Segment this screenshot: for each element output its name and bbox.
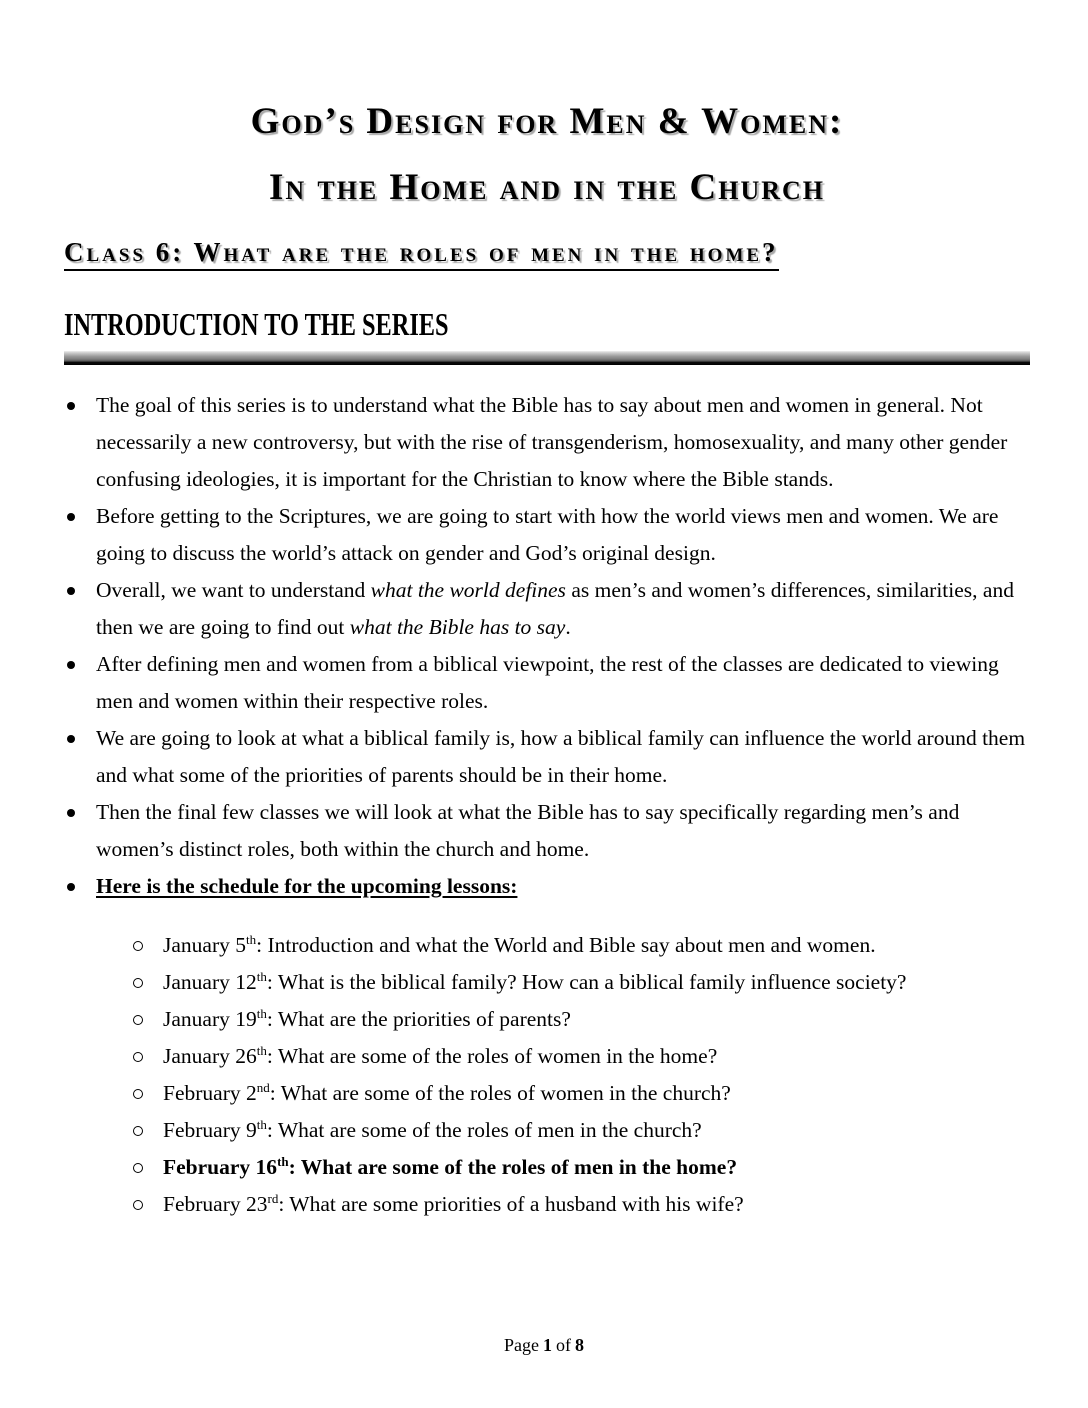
- bullet-dot-icon: [67, 809, 75, 817]
- text-run: The goal of this series is to understand what the Bible has to say about men and women in general. Not necessarily a new controversy, but with the rise of transgenderism, homosexuality, and many other gender confusing ideologies, it is important for the Christian to know where the Bible stands.: [96, 393, 1008, 491]
- schedule-list: [64, 927, 1030, 1223]
- footer-of-label: of: [556, 1335, 571, 1355]
- bullet-dot-icon: [67, 735, 75, 743]
- schedule-date: February 2: [163, 1081, 257, 1105]
- text-run: what the world defines: [370, 578, 566, 602]
- bullet-dot-icon: [67, 402, 75, 410]
- bullet-text: [96, 800, 959, 861]
- text-run: Then the final few classes we will look at what the Bible has to say specifically regarding men’s and women’s distinct roles, both within the church and home.: [96, 800, 960, 861]
- footer-page-label: Page: [504, 1335, 539, 1355]
- bullet-item: [64, 720, 1030, 794]
- bullet-dot-icon: [67, 661, 75, 669]
- bullet-item: [64, 868, 1030, 905]
- text-run: Before getting to the Scriptures, we are going to start with how the world views men and women. We are going to discuss the world’s attack on gender and God’s original design.: [96, 504, 999, 565]
- schedule-topic: : What are some priorities of a husband with his wife?: [278, 1192, 744, 1216]
- schedule-item-text: [163, 1007, 571, 1031]
- ordinal-suffix: th: [256, 1005, 267, 1021]
- schedule-date: February 16: [163, 1155, 278, 1179]
- ordinal-suffix: th: [256, 1116, 267, 1132]
- bullet-dot-icon: [67, 587, 75, 595]
- footer-page-number: 1: [543, 1335, 552, 1355]
- schedule-item-text: [163, 1081, 731, 1105]
- bullet-text: [96, 393, 1007, 491]
- schedule-item-text: [163, 933, 876, 957]
- ordinal-suffix: rd: [267, 1190, 279, 1206]
- bullet-list: [64, 387, 1030, 905]
- schedule-item: [64, 964, 1030, 1001]
- schedule-topic: : What are some of the roles of women in the home?: [266, 1044, 718, 1068]
- bullet-dot-icon: [67, 513, 75, 521]
- ordinal-suffix: th: [246, 931, 257, 947]
- schedule-item: [64, 927, 1030, 964]
- page-footer: [0, 1335, 1088, 1356]
- bullet-item: [64, 572, 1030, 646]
- schedule-item-text: [163, 1192, 744, 1216]
- schedule-item: [64, 1038, 1030, 1075]
- schedule-item: [64, 1149, 1030, 1186]
- schedule-item: [64, 1112, 1030, 1149]
- bullet-text: [96, 726, 1025, 787]
- bullet-item: [64, 794, 1030, 868]
- class-heading-text: Class 6: What are the roles of men in the home?: [64, 236, 779, 271]
- class-heading: [64, 236, 1030, 271]
- schedule-topic: : What are some of the roles of women in the church?: [269, 1081, 731, 1105]
- document-title: [64, 100, 1030, 210]
- schedule-topic: : Introduction and what the World and Bible say about men and women.: [256, 933, 876, 957]
- circle-bullet-icon: [133, 1163, 143, 1173]
- bullet-text: [96, 652, 999, 713]
- schedule-item: [64, 1186, 1030, 1223]
- schedule-item-text: [163, 1155, 737, 1179]
- circle-bullet-icon: [133, 1052, 143, 1062]
- circle-bullet-icon: [133, 1015, 143, 1025]
- schedule-item-text: [163, 1118, 702, 1142]
- schedule-date: February 23: [163, 1192, 268, 1216]
- bullet-item: [64, 646, 1030, 720]
- circle-bullet-icon: [133, 941, 143, 951]
- text-run: After defining men and women from a biblical viewpoint, the rest of the classes are dedicated to viewing men and women within their respective roles.: [96, 652, 999, 713]
- schedule-date: January 5: [163, 933, 246, 957]
- ordinal-suffix: th: [256, 968, 267, 984]
- schedule-topic: : What are some of the roles of men in the church?: [266, 1118, 702, 1142]
- circle-bullet-icon: [133, 978, 143, 988]
- circle-bullet-icon: [133, 1089, 143, 1099]
- text-run: Here is the schedule for the upcoming lessons:: [96, 874, 518, 898]
- schedule-item-text: [163, 1044, 717, 1068]
- circle-bullet-icon: [133, 1126, 143, 1136]
- footer-total-pages: 8: [575, 1335, 584, 1355]
- bullet-item: [64, 498, 1030, 572]
- ordinal-suffix: th: [256, 1042, 267, 1058]
- bullet-dot-icon: [67, 883, 75, 891]
- schedule-topic: : What are some of the roles of men in the home?: [288, 1155, 738, 1179]
- ordinal-suffix: nd: [256, 1079, 270, 1095]
- circle-bullet-icon: [133, 1200, 143, 1210]
- schedule-date: January 19: [163, 1007, 257, 1031]
- title-line-1: God’s Design for Men & Women:: [250, 101, 844, 142]
- bullet-item: [64, 387, 1030, 498]
- section-divider: [64, 351, 1030, 365]
- schedule-date: February 9: [163, 1118, 257, 1142]
- schedule-date: January 26: [163, 1044, 257, 1068]
- schedule-item: [64, 1075, 1030, 1112]
- section-heading: [64, 305, 1030, 343]
- bullet-text: [96, 874, 517, 898]
- schedule-date: January 12: [163, 970, 257, 994]
- schedule-topic: : What are the priorities of parents?: [266, 1007, 571, 1031]
- text-run: We are going to look at what a biblical family is, how a biblical family can influence the world around them and what some of the priorities of parents should be in their home.: [96, 726, 1026, 787]
- title-line-2: In the Home and in the Church: [268, 167, 826, 208]
- section-heading-text: INTRODUCTION TO THE SERIES: [64, 306, 449, 342]
- schedule-item: [64, 1001, 1030, 1038]
- schedule-item-text: [163, 970, 906, 994]
- schedule-topic: : What is the biblical family? How can a biblical family influence society?: [266, 970, 907, 994]
- ordinal-suffix: th: [277, 1153, 289, 1169]
- text-run: .: [565, 615, 571, 639]
- text-run: what the Bible has to say: [349, 615, 566, 639]
- text-run: Overall, we want to understand: [96, 578, 371, 602]
- bullet-text: [96, 504, 998, 565]
- bullet-text: [96, 578, 1014, 639]
- text-run: as men’s and women’s differences, similarities, and then we are going to find out: [96, 578, 1014, 639]
